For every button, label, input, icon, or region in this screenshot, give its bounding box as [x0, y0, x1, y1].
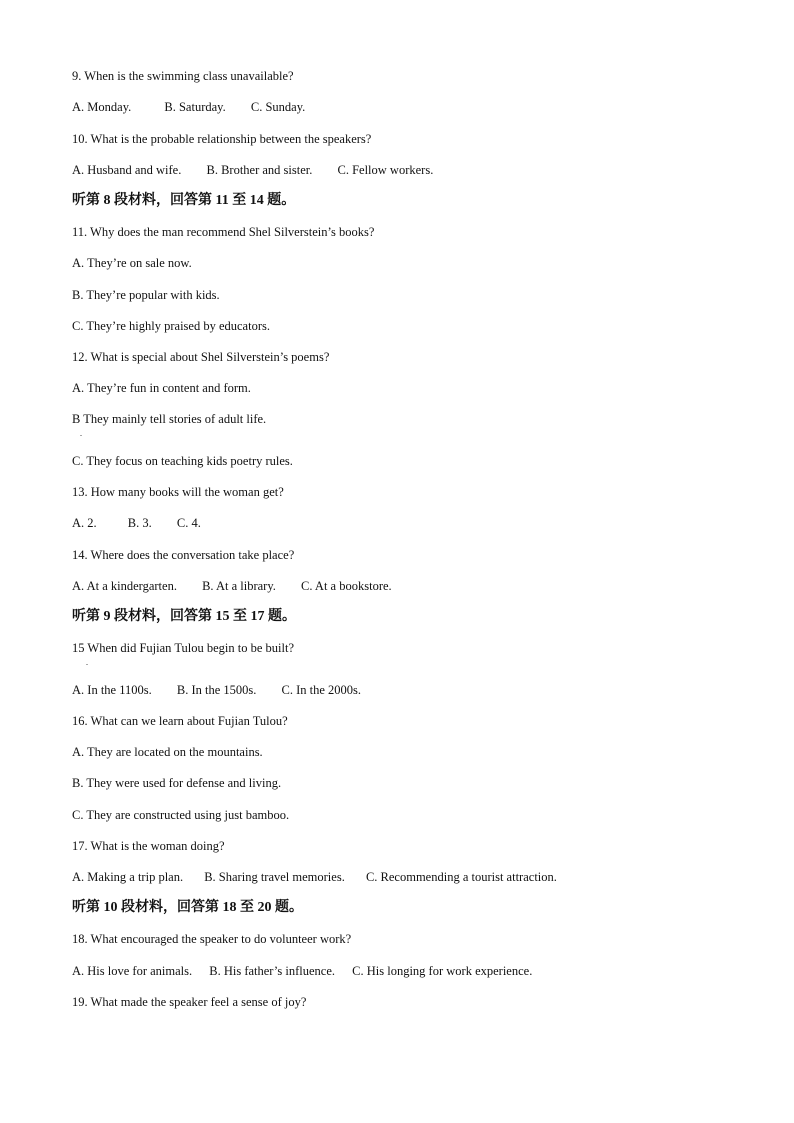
question-15: 15 When did Fujian Tulou begin to be built?	[72, 641, 294, 655]
question-12: 12. What is special about Shel Silverstein’s poems?	[72, 350, 330, 364]
question-14: 14. Where does the conversation take place?	[72, 548, 295, 562]
option-10-c: C. Fellow workers.	[337, 163, 434, 177]
option-13-c: C. 4.	[176, 516, 201, 530]
question-19: 19. What made the speaker feel a sense of joy?	[72, 995, 307, 1009]
option-16-b: B. They were used for defense and living.	[72, 776, 282, 790]
options-10	[72, 162, 433, 178]
section-heading-8: 听第 8 段材料，回答第 11 至 14 题。	[72, 193, 296, 208]
option-9-c: C. Sunday.	[250, 100, 306, 114]
option-17-a: A. Making a trip plan.	[72, 870, 184, 884]
option-10-b: B. Brother and sister.	[206, 163, 313, 177]
option-14-c: C. At a bookstore.	[301, 579, 392, 593]
option-13-a: A. 2.	[72, 516, 97, 530]
option-17-c: C. Recommending a tourist attraction.	[365, 870, 557, 884]
option-13-b: B. 3.	[127, 516, 152, 530]
option-9-a: A. Monday.	[72, 100, 132, 114]
options-14	[72, 578, 392, 594]
options-18	[72, 963, 532, 979]
options-13	[72, 515, 201, 531]
option-18-c: C. His longing for work experience.	[352, 964, 533, 978]
option-12-c: C. They focus on teaching kids poetry rules.	[72, 454, 293, 468]
question-13: 13. How many books will the woman get?	[72, 485, 284, 499]
section-heading-10: 听第 10 段材料，回答第 18 至 20 题。	[72, 900, 303, 915]
section-heading-9: 听第 9 段材料，回答第 15 至 17 题。	[72, 609, 296, 624]
option-11-b: B. They’re popular with kids.	[72, 288, 220, 302]
option-16-c: C. They are constructed using just bamboo.	[72, 808, 290, 822]
option-14-a: A. At a kindergarten.	[72, 579, 177, 593]
question-11: 11. Why does the man recommend Shel Silverstein’s books?	[72, 225, 375, 239]
option-10-a: A. Husband and wife.	[72, 163, 182, 177]
stray-dot: .	[86, 658, 88, 667]
option-11-a: A. They’re on sale now.	[72, 256, 192, 270]
options-15	[72, 682, 361, 698]
option-18-a: A. His love for animals.	[72, 964, 193, 978]
option-9-b: B. Saturday.	[164, 100, 226, 114]
options-9	[72, 99, 305, 115]
question-16: 16. What can we learn about Fujian Tulou?	[72, 714, 288, 728]
option-12-a: A. They’re fun in content and form.	[72, 381, 251, 395]
option-14-b: B. At a library.	[202, 579, 276, 593]
option-12-b: B They mainly tell stories of adult life.	[72, 412, 267, 426]
option-15-a: A. In the 1100s.	[72, 683, 152, 697]
option-17-b: B. Sharing travel memories.	[204, 870, 345, 884]
question-10: 10. What is the probable relationship between the speakers?	[72, 132, 372, 146]
option-11-c: C. They’re highly praised by educators.	[72, 319, 270, 333]
option-18-b: B. His father’s influence.	[209, 964, 336, 978]
question-18: 18. What encouraged the speaker to do volunteer work?	[72, 932, 352, 946]
option-15-c: C. In the 2000s.	[281, 683, 362, 697]
stray-dot: .	[80, 429, 82, 438]
option-15-b: B. In the 1500s.	[176, 683, 257, 697]
option-16-a: A. They are located on the mountains.	[72, 745, 263, 759]
question-17: 17. What is the woman doing?	[72, 839, 225, 853]
options-17	[72, 869, 557, 885]
question-9: 9. When is the swimming class unavailable?	[72, 69, 294, 83]
